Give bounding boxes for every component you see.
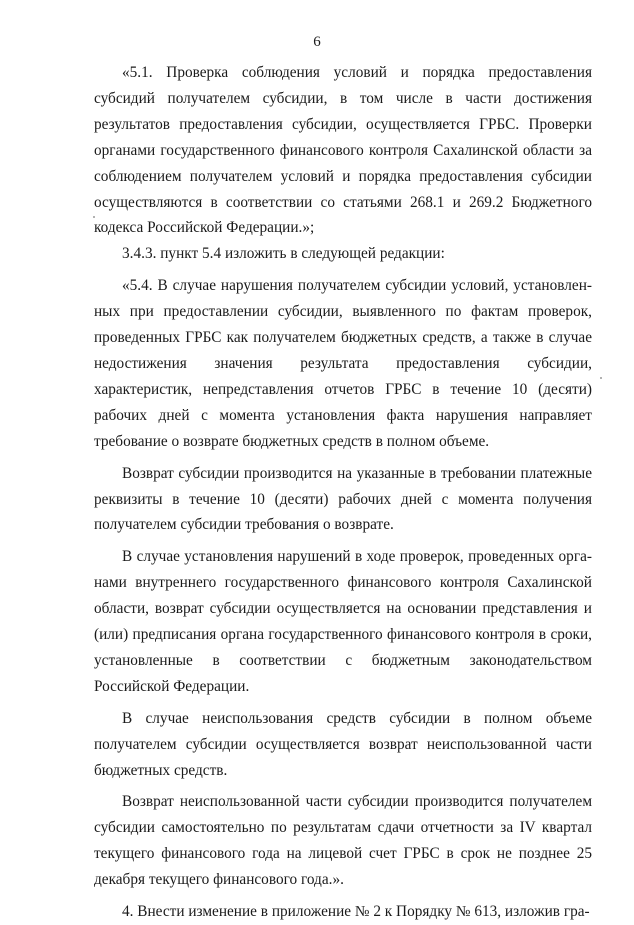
paragraph-5-1: «5.1. Проверка соблюдения условий и порядка предоставления субсидий получателем субсидии, в том числе в части достижения результатов предоставления субсидии, осуществляется ГРБС. Проверки органами государственного финансового контроля Сахалинской области за соблюдением получателем условий и порядка предоставления субсидии осуществляются в соответствии со статьями 268.1 и 269.2 Бюджетного кодекса Российской Федерации.»; bbox=[94, 64, 592, 237]
paragraph-unused-refund: Возврат неиспользованной части субсидии производится получателем субсидии самостоятельно по результатам сдачи отчетности за IV квартал текущего финансового года на лицевой счет ГРБС в срок не позднее 25 декабря текущего финансового года.». bbox=[94, 793, 592, 889]
scan-speck bbox=[93, 216, 95, 218]
paragraph-item-4: 4. Внести изменение в приложение № 2 к Порядку № 613, изложив гра- bbox=[122, 903, 590, 921]
page-number: 6 bbox=[313, 34, 321, 50]
paragraph-unused-funds: В случае неиспользования средств субсидии в полном объеме получателем субсидии осуществляется возврат неиспользованной части бюджетных средств. bbox=[94, 709, 592, 779]
paragraph-control-violations: В случае установления нарушений в ходе проверок, проведенных органами внутреннего государственного финансового контроля Сахалинской области, возврат субсидии осуществляется на основании представления и (или) предписания органа государственного финансового контроля в сроки, установленные в соответствии с бюджетным законодательством Российской Федерации. bbox=[94, 548, 592, 695]
paragraph-5-4: «5.4. В случае нарушения получателем субсидии условий, установленных при предоставлении субсидии, выявленного по фактам проверок, проведенных ГРБС как получателем бюджетных средств, а также в случае недостижения значения результата предоставления субсидии, характеристик, непредставления отчетов ГРБС в течение 10 (десяти) рабочих дней с момента установления факта нарушения направляет требование о возврате бюджетных средств в полном объеме. bbox=[94, 277, 592, 450]
paragraph-3-4-3: 3.4.3. пункт 5.4 изложить в следующей редакции: bbox=[122, 245, 445, 263]
scan-speck bbox=[600, 377, 602, 379]
paragraph-refund-details: Возврат субсидии производится на указанные в требовании платежные реквизиты в течение 10 (десяти) рабочих дней с момента получения получателем субсидии требования о возврате. bbox=[94, 464, 592, 534]
document-body bbox=[94, 60, 592, 925]
